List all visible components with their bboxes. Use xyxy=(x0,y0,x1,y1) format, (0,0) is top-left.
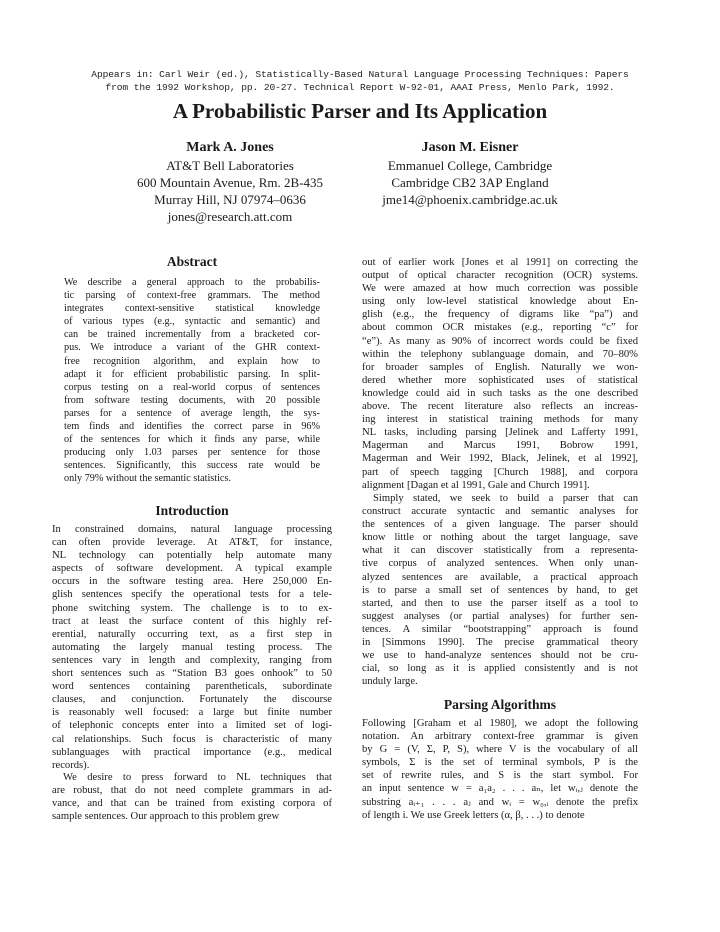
text-line: NL technology can potentially help automate many xyxy=(52,550,332,562)
text-line: started, and then to use the parser itself as a tool to xyxy=(362,597,638,609)
text-line: construct accurate syntactic and semantic analyses for xyxy=(362,506,638,518)
text-line: automating the largely manual testing process. The xyxy=(52,641,332,653)
text-line: records). xyxy=(52,759,90,771)
text-line: are robust, that do not need complete grammars in ad- xyxy=(52,785,332,797)
text-line: is reasonably well focused: a large but finite number xyxy=(52,707,332,719)
text-line: knowledge could aid in such tasks as the one described xyxy=(362,387,638,399)
text-line: dered whether more sophisticated uses of statistical xyxy=(362,374,638,386)
text-line: from software testing documents, with 20 possible xyxy=(64,394,320,406)
text-line: tic parsing of context-free grammars. The method xyxy=(64,290,320,302)
author-email: jme14@phoenix.cambridge.ac.uk xyxy=(382,192,558,207)
text-line: of telephonic concepts enter into a limited set of logi- xyxy=(52,720,332,732)
text-line: glish sentences specify the operational tests for a tele- xyxy=(52,589,332,601)
text-line: ing interest in statistical training methods for many xyxy=(362,414,638,426)
text-line: sentences vary in length and complexity, ranging from xyxy=(52,654,332,666)
parsing-algorithms-paragraph xyxy=(362,717,638,822)
text-line: unduly large. xyxy=(362,676,418,688)
text-line: the sentences of a given language. The parser should xyxy=(362,519,638,531)
introduction-paragraph xyxy=(52,771,332,823)
parsing-algorithms-heading: Parsing Algorithms xyxy=(443,697,557,712)
text-line: we use to hand-analyze sentences should not be cru- xyxy=(362,650,638,662)
text-line: can often provide leverage. At AT&T, for instance, xyxy=(52,537,332,549)
text-line: We were amazed at how much correction was possible xyxy=(362,283,638,295)
text-line: within the telephony sublanguage domain, and 70–80% xyxy=(362,348,638,360)
text-line: pus. We introduce a variant of the GHR context- xyxy=(64,342,320,354)
text-line: cial, so long as it is applied consistently and is not xyxy=(362,663,638,675)
text-line: of various types (e.g., syntactic and semantic) and xyxy=(64,316,320,328)
text-line: erential, naturally occurring text, as a first step in xyxy=(52,628,332,640)
text-line: what it can discover statistically from a representa- xyxy=(362,545,638,557)
text-line: set of rewrite rules, and S is the start symbol. For xyxy=(362,770,638,782)
text-line: parses for a sentence of average length, the sys- xyxy=(64,407,320,419)
author-address: Cambridge CB2 3AP England xyxy=(391,175,549,190)
text-line: integrates context-sensitive statistical knowledge xyxy=(64,303,320,315)
text-line: symbols, Σ is the set of terminal symbols, P is the xyxy=(362,757,638,769)
text-line: NL tasks, including parsing [Jelinek and Lafferty 1991, xyxy=(362,427,638,439)
author-address: Murray Hill, NJ 07974–0636 xyxy=(154,192,306,207)
author-email: jones@research.att.com xyxy=(167,209,293,224)
text-line: Following [Graham et al 1980], we adopt the following xyxy=(362,718,638,729)
text-line: by G = (V, Σ, P, S), where V is the vocabulary of all xyxy=(362,744,638,756)
author-block-eisner xyxy=(345,139,595,208)
author-block-jones xyxy=(100,139,360,225)
text-line: sublanguages with practical importance (e.g., medical xyxy=(52,746,332,758)
text-line: in [Simmons 1990]. The precise grammatical theory xyxy=(362,637,638,649)
text-line: free recognition algorithm, and explain how to xyxy=(64,355,320,367)
text-line: only 79% without the semantic statistics. xyxy=(64,473,231,485)
text-line: tem finds and identifies the correct parse in 96% xyxy=(64,421,320,433)
publication-note xyxy=(60,68,660,94)
text-line: corpus testing on a real-world corpus of sentences xyxy=(64,381,320,393)
text-line: clauses, and conjunction. Fortunately the discourse xyxy=(52,694,332,706)
text-line: part of speech tagging [Church 1988], and corpora xyxy=(362,466,638,478)
text-line: short sentences such as “Station B3 goes onhook” to 50 xyxy=(52,668,332,680)
publication-note-line: from the 1992 Workshop, pp. 20-27. Technical Report W-92-01, AAAI Press, Menlo Park, 1992. xyxy=(105,82,615,93)
text-line: of the sentences for which it finds any parse, while xyxy=(64,434,320,446)
text-line: producing only 1.03 parses per sentence for those xyxy=(64,447,320,459)
text-line: suggest analyses (or partial analyses) for further sen- xyxy=(362,610,638,622)
text-line: can be trained incrementally from a bracketed cor- xyxy=(64,329,320,341)
text-line: about common OCR mistakes (e.g., reporting “c” for xyxy=(362,322,638,334)
text-line: alyzed sentences are available, a practical approach xyxy=(362,571,638,583)
text-line: for broader samples of English. Naturally we won- xyxy=(362,361,638,373)
text-line: is to parse a small set of sentences by hand, to get xyxy=(362,584,638,596)
text-line: “e”). As many as 90% of incorrect words could be fixed xyxy=(362,335,638,347)
text-line: know little or nothing about the target language, save xyxy=(362,532,638,544)
text-line: adapt it for efficient probabilistic parsing. In split- xyxy=(64,368,320,380)
author-name: Jason M. Eisner xyxy=(421,140,519,155)
text-line: notation. An arbitrary context-free grammar is given xyxy=(362,731,638,743)
introduction-heading: Introduction xyxy=(155,503,229,518)
text-line: Magerman and Weir 1992, Black, Jelinek, et al 1992], xyxy=(362,453,638,465)
text-line: occurs in the software testing area. Here 250,000 En- xyxy=(52,576,332,588)
abstract-body xyxy=(64,276,320,486)
text-line: tract at least the surface content of this highly ref- xyxy=(52,615,332,627)
text-line: tive corpus of analyzed sentences. When only unan- xyxy=(362,558,638,570)
author-affiliation: Emmanuel College, Cambridge xyxy=(387,158,553,173)
text-line: using only low-level statistical knowledge about En- xyxy=(362,296,638,308)
text-line: Magerman and Marcus 1991, Bobrow 1991, xyxy=(362,440,638,452)
introduction-paragraph xyxy=(52,523,332,772)
body-paragraph xyxy=(362,492,638,688)
text-line: glish (e.g., the frequency of digrams like “pa”) and xyxy=(362,309,638,321)
body-paragraph xyxy=(362,256,638,492)
text-line: substring aᵢ₊₁ . . . aⱼ and wᵢ = w₀,ᵢ denote the prefix xyxy=(362,796,638,808)
text-line: We describe a general approach to the probabilis- xyxy=(64,277,320,288)
publication-note-line: Appears in: Carl Weir (ed.), Statistically-Based Natural Language Processing Techniques: Papers xyxy=(91,69,629,80)
text-line: vance, and that can be trained from existing corpora of xyxy=(52,798,332,810)
paper-title: A Probabilistic Parser and Its Application xyxy=(172,99,548,123)
text-line: aspects of software development. A typical example xyxy=(52,563,332,575)
author-address: 600 Mountain Avenue, Rm. 2B-435 xyxy=(136,175,324,190)
text-line: alignment [Dagan et al 1991, Gale and Church 1991]. xyxy=(362,479,590,491)
text-line: above. The recent literature also reflects an increas- xyxy=(362,401,638,413)
text-line: tences. A similar “bootstrapping” approach is found xyxy=(362,623,638,635)
text-line: phone switching system. The challenge is to to ex- xyxy=(52,602,332,614)
text-line: out of earlier work [Jones et al 1991] on correcting the xyxy=(362,257,638,268)
abstract-heading: Abstract xyxy=(166,254,218,269)
text-line: word sentences containing parentheticals, subordinate xyxy=(52,681,332,693)
text-line: an input sentence w = a₁a₂ . . . aₙ, let wᵢ,ⱼ denote the xyxy=(362,783,638,795)
text-line: sentences. Significantly, this success rate would be xyxy=(64,460,320,472)
text-line: sample sentences. Our approach to this problem grew xyxy=(52,811,280,823)
text-line: Simply stated, we seek to build a parser that can xyxy=(373,493,638,504)
text-line: In constrained domains, natural language processing xyxy=(52,524,332,535)
text-line: output of optical character recognition (OCR) systems. xyxy=(362,270,638,282)
author-name: Mark A. Jones xyxy=(186,140,274,155)
text-line: We desire to press forward to NL techniques that xyxy=(63,772,332,783)
text-line: cal relationships. Such focus is characteristic of many xyxy=(52,733,332,745)
text-line: of length i. We use Greek letters (α, β, . . .) to denote xyxy=(362,809,585,821)
author-affiliation: AT&T Bell Laboratories xyxy=(166,158,294,173)
